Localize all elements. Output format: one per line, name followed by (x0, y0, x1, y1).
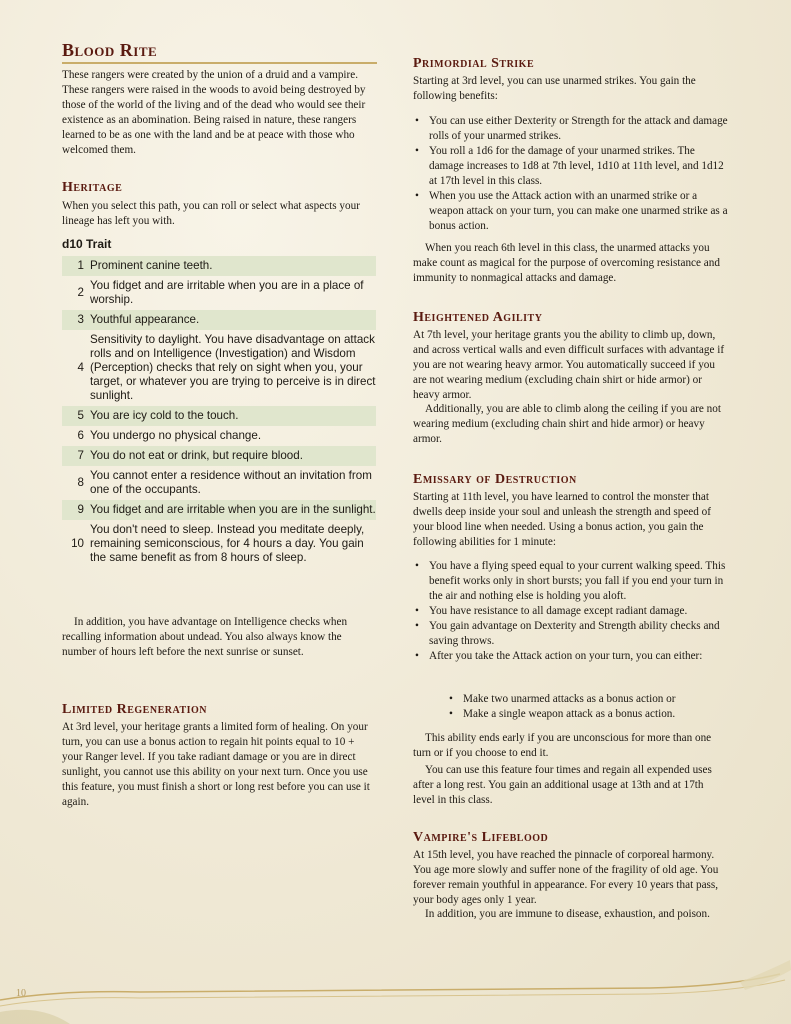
list-item: • You can use either Dexterity or Strength for the attack and damage rolls of your unarmed strikes. (413, 114, 728, 144)
list-item: • After you take the Attack action on your turn, you can either: (413, 649, 728, 664)
row-number: 2 (77, 286, 84, 299)
heightened-agility-heading: Heightened Agility (413, 310, 543, 325)
row-number: 8 (77, 476, 84, 489)
emissary-list (413, 559, 728, 664)
list-item: • You gain advantage on Dexterity and Strength ability checks and saving throws. (413, 619, 728, 649)
list-item: • Make a single weapon attack as a bonus action. (447, 707, 727, 722)
row-number: 9 (77, 503, 84, 516)
heading-rule (62, 62, 377, 64)
table-row (62, 520, 376, 568)
heritage-intro: When you select this path, you can roll or select what aspects your lineage has left you with. (62, 200, 360, 227)
list-item: • You have a flying speed equal to your current walking speed. This benefit works only in short bursts; you fall if you end your turn in the air and nothing else is holding you aloft. (413, 559, 728, 604)
table-row (62, 446, 376, 466)
row-number: 4 (77, 361, 84, 374)
lifeblood-p2: In addition, you are immune to disease, exhaustion, and poison. (425, 908, 710, 920)
primordial-strike-heading: Primordial Strike (413, 56, 535, 71)
primordial-strike-after: When you reach 6th level in this class, the unarmed attacks you make count as magical for the purpose of overcoming resistance and immunity to nonmagical attacks and damage. (413, 242, 720, 284)
table-row (62, 500, 376, 520)
heritage-after: In addition, you have advantage on Intelligence checks when recalling information about undead. You also always know the number of hours left before the next sunrise or sunset. (62, 616, 348, 658)
row-trait: You fidget and are irritable when you are in the sunlight. (90, 503, 376, 516)
row-trait: You fidget and are irritable when you are in a place of worship. (90, 279, 364, 306)
list-item: • You have resistance to all damage except radiant damage. (413, 604, 728, 619)
table-row (62, 330, 376, 406)
blood-rite-intro: These rangers were created by the union of a druid and a vampire. These rangers were raised in the woods to avoid being destroyed by those of the world of the living and of the dead who would see their existence as an abomination. Being raised in nature, these rangers learned to be as one with the land and be at peace with those who welcomed them. (62, 69, 366, 156)
row-number: 3 (77, 313, 84, 326)
blood-rite-heading: Blood Rite (62, 40, 158, 60)
row-number: 1 (77, 259, 84, 272)
row-trait: You do not eat or drink, but require blood. (90, 449, 303, 462)
row-trait: Prominent canine teeth. (90, 259, 213, 272)
row-trait: You are icy cold to the touch. (90, 409, 239, 422)
heightened-agility-p1: At 7th level, your heritage grants you the ability to climb up, down, and across vertical walls and even difficult surfaces with advantage if you are not wearing heavy armor. You automatically succeed if you are not wearing medium (excluding chain shirt or hide armor) or heavy armor. (413, 329, 725, 401)
heritage-table-header: d10 Trait (62, 237, 112, 251)
row-trait: You undergo no physical change. (90, 429, 262, 442)
emissary-p1: This ability ends early if you are unconscious for more than one turn or if you choose to end it. (413, 732, 712, 759)
table-row (62, 276, 376, 310)
heritage-table (62, 256, 376, 568)
primordial-strike-intro: Starting at 3rd level, you can use unarmed strikes. You gain the following benefits: (413, 75, 696, 102)
row-number: 6 (77, 429, 84, 442)
emissary-heading: Emissary of Destruction (413, 472, 577, 487)
row-trait: Youthful appearance. (90, 313, 200, 326)
lifeblood-heading: Vampire's Lifeblood (413, 830, 549, 845)
heightened-agility-p2: Additionally, you are able to climb along the ceiling if you are not wearing medium (excluding chain shirt and hide armor) or heavy armor. (413, 403, 721, 445)
table-row (62, 310, 376, 330)
limited-regeneration-heading: Limited Regeneration (62, 702, 208, 717)
table-row (62, 256, 376, 276)
emissary-p2: You can use this feature four times and regain all expended uses after a long rest. You gain an additional usage at 13th and at 17th level in this class. (413, 764, 712, 806)
emissary-sub-list (447, 692, 727, 722)
row-trait: You cannot enter a residence without an invitation from one of the occupants. (90, 469, 372, 496)
row-number: 5 (77, 409, 84, 422)
table-row (62, 406, 376, 426)
list-item: • You roll a 1d6 for the damage of your unarmed strikes. The damage increases to 1d8 at 7th level, 1d10 at 11th level, and 1d12 at 17th level in this class. (413, 144, 728, 189)
lifeblood-p1: At 15th level, you have reached the pinnacle of corporeal harmony. You age more slowly and suffer none of the fragility of old age. You forever remain youthful in appearance. For every 10 years that pass, your body ages only 1 year. (413, 849, 719, 906)
emissary-intro: Starting at 11th level, you have learned to control the monster that dwells deep inside your soul and unleash the strength and speed of your blood line when needed. Using a bonus action, you gain the following abilities for 1 minute: (413, 491, 711, 548)
row-trait: Sensitivity to daylight. You have disadvantage on attack rolls and on Intelligence (Investigation) and Wisdom (Perception) checks that rely on sight when you, your target, or whatever you are trying to perceive is in direct sunlight. (90, 333, 376, 402)
footer-ornament (0, 960, 791, 1024)
page-number: 10 (16, 988, 26, 999)
table-row (62, 466, 376, 500)
heritage-heading: Heritage (62, 180, 123, 195)
row-number: 7 (77, 449, 84, 462)
limited-regeneration-text: At 3rd level, your heritage grants a limited form of healing. On your turn, you can use a bonus action to regain hit points equal to 10 + your Ranger level. If you take radiant damage or you are in direct sunlight, you cannot use this ability on your next turn. Once you use this feature, you must finish a short or long rest before you can use it again. (62, 721, 370, 808)
list-item: • Make two unarmed attacks as a bonus action or (447, 692, 727, 707)
table-row (62, 426, 376, 446)
list-item: • When you use the Attack action with an unarmed strike or a weapon attack on your turn, you can make one unarmed strike as a bonus action. (413, 189, 728, 234)
row-trait: You don't need to sleep. Instead you meditate deeply, remaining semiconscious, for 4 hours a day. You gain the same benefit as from 8 hours of sleep. (90, 523, 365, 564)
row-number: 10 (71, 537, 84, 550)
primordial-strike-list (413, 114, 728, 234)
